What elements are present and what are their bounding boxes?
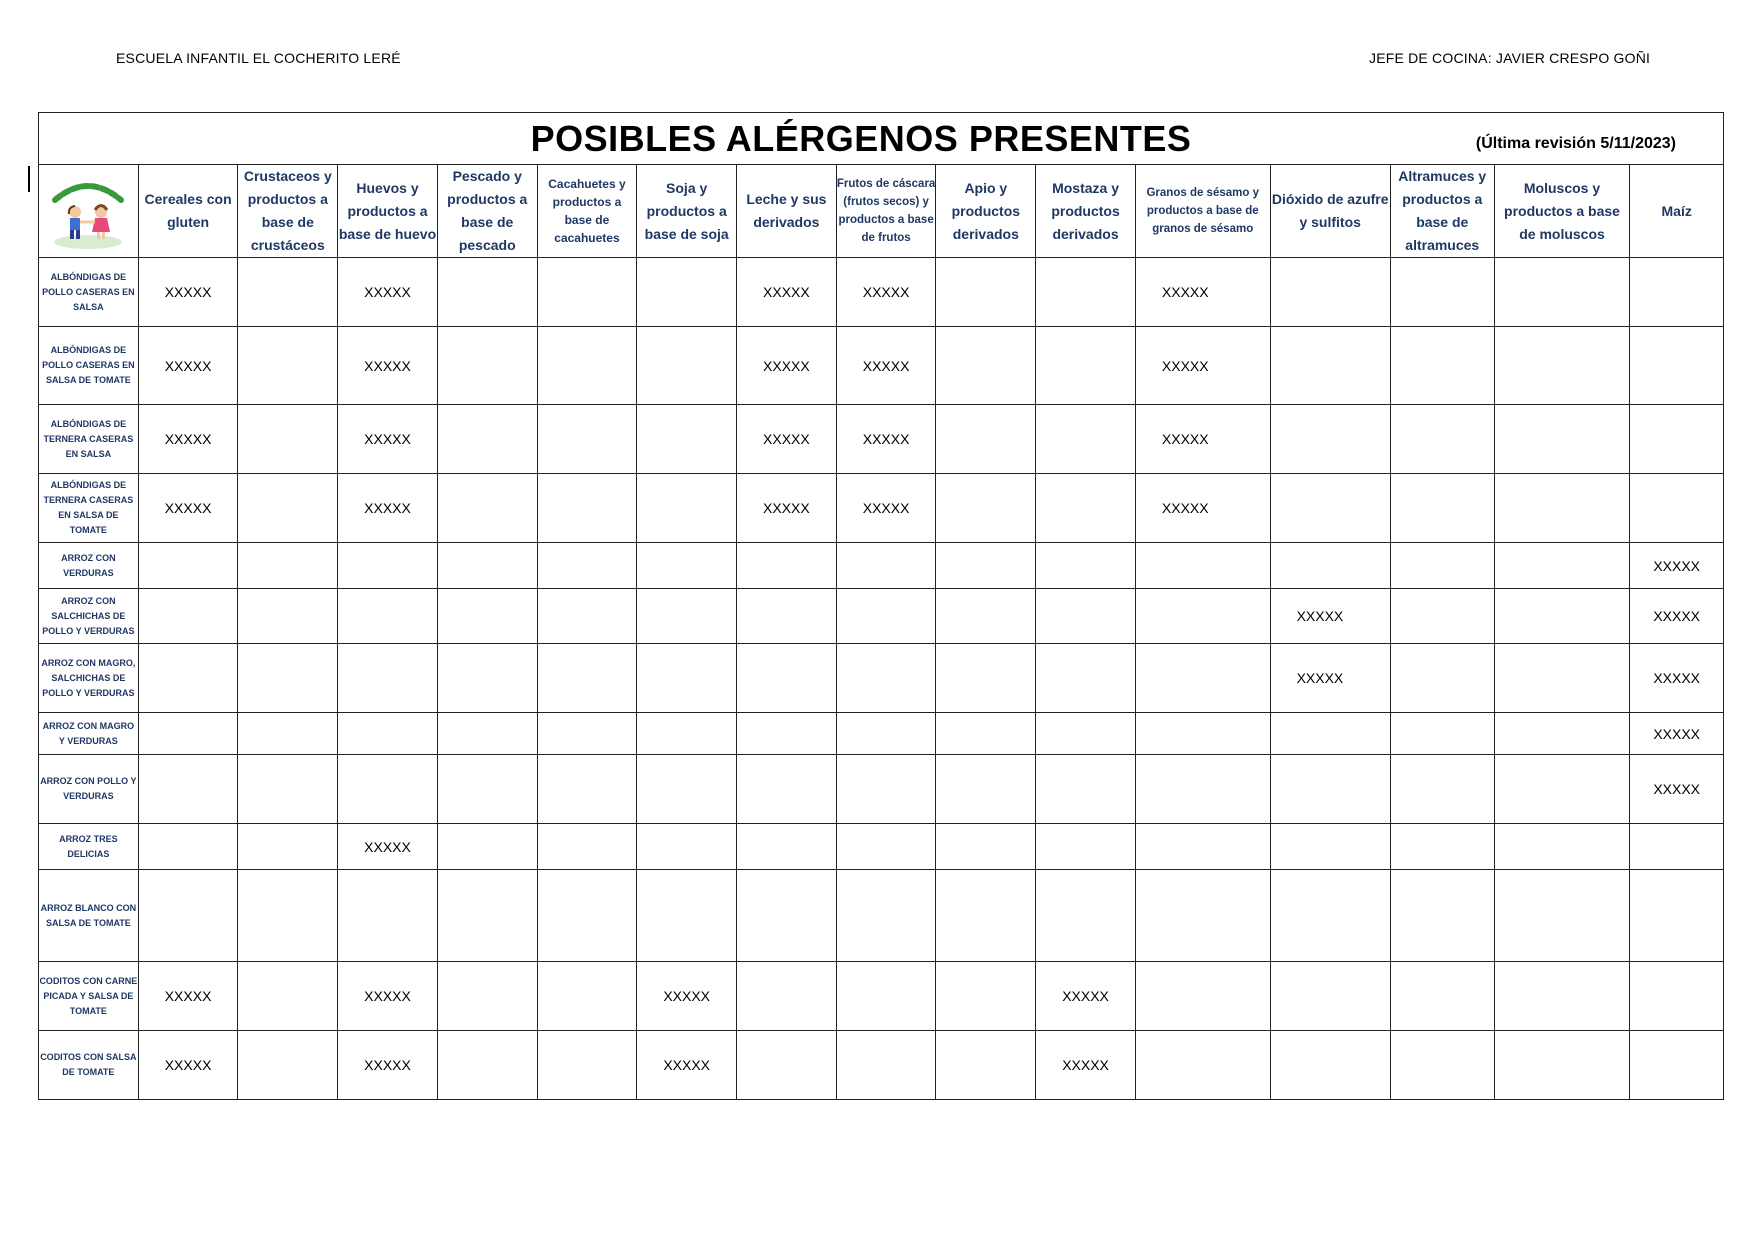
empty-cell: [138, 644, 238, 713]
empty-cell: [836, 589, 936, 644]
column-header: Apio y productos derivados: [936, 165, 1036, 258]
empty-cell: [537, 824, 637, 870]
empty-cell: [737, 713, 837, 755]
empty-cell: [1390, 405, 1494, 474]
empty-cell: [737, 1031, 837, 1100]
column-header-row: [39, 165, 1724, 258]
empty-cell: [1036, 824, 1136, 870]
empty-cell: [138, 543, 238, 589]
column-header: Cereales con gluten: [138, 165, 238, 258]
empty-cell: [437, 258, 537, 327]
dish-name: ALBÓNDIGAS DE TERNERA CASERAS EN SALSA DE TOMATE: [39, 474, 139, 543]
empty-cell: [637, 543, 737, 589]
empty-cell: [836, 1031, 936, 1100]
table-title: POSIBLES ALÉRGENOS PRESENTES: [530, 117, 1192, 159]
empty-cell: [936, 258, 1036, 327]
empty-cell: [1135, 755, 1270, 824]
empty-cell: [737, 962, 837, 1031]
column-header: Leche y sus derivados: [737, 165, 837, 258]
empty-cell: [437, 870, 537, 962]
empty-cell: [1494, 824, 1630, 870]
empty-cell: [836, 755, 936, 824]
dish-name: ARROZ BLANCO CON SALSA DE TOMATE: [39, 870, 139, 962]
empty-cell: [1036, 870, 1136, 962]
allergen-mark: XXXXX: [836, 327, 936, 405]
allergen-mark: XXXXX: [338, 1031, 438, 1100]
empty-cell: [1390, 589, 1494, 644]
empty-cell: [1630, 258, 1724, 327]
table-row: [39, 543, 1724, 589]
empty-cell: [238, 962, 338, 1031]
empty-cell: [338, 644, 438, 713]
allergen-mark: XXXXX: [1036, 1031, 1136, 1100]
empty-cell: [737, 543, 837, 589]
table-row: [39, 644, 1724, 713]
empty-cell: [1270, 755, 1390, 824]
empty-cell: [637, 405, 737, 474]
allergen-mark: XXXXX: [836, 405, 936, 474]
empty-cell: [537, 405, 637, 474]
allergen-mark: XXXXX: [338, 258, 438, 327]
allergen-mark: XXXXX: [138, 258, 238, 327]
allergen-mark: XXXXX: [338, 474, 438, 543]
table-row: [39, 327, 1724, 405]
empty-cell: [1390, 755, 1494, 824]
column-header: Maíz: [1630, 165, 1724, 258]
allergen-mark: XXXXX: [138, 1031, 238, 1100]
empty-cell: [1494, 962, 1630, 1031]
empty-cell: [338, 543, 438, 589]
empty-cell: [437, 543, 537, 589]
column-header: Granos de sésamo y productos a base de granos de sésamo: [1135, 165, 1270, 258]
empty-cell: [537, 589, 637, 644]
empty-cell: [1390, 474, 1494, 543]
logo-cell: [39, 165, 139, 258]
allergen-mark: XXXXX: [1630, 755, 1724, 824]
empty-cell: [338, 755, 438, 824]
empty-cell: [936, 644, 1036, 713]
empty-cell: [637, 824, 737, 870]
allergen-mark: XXXXX: [836, 258, 936, 327]
empty-cell: [936, 962, 1036, 1031]
text-cursor: [28, 166, 30, 192]
table-row: [39, 405, 1724, 474]
table-row: [39, 755, 1724, 824]
empty-cell: [737, 644, 837, 713]
empty-cell: [437, 327, 537, 405]
allergen-mark: XXXXX: [1135, 327, 1270, 405]
empty-cell: [1135, 713, 1270, 755]
allergen-mark: XXXXX: [338, 327, 438, 405]
empty-cell: [338, 870, 438, 962]
empty-cell: [836, 870, 936, 962]
allergen-mark: XXXXX: [1135, 405, 1270, 474]
empty-cell: [936, 713, 1036, 755]
empty-cell: [637, 755, 737, 824]
allergen-mark: XXXXX: [1270, 589, 1390, 644]
empty-cell: [1036, 755, 1136, 824]
dish-name: CODITOS CON CARNE PICADA Y SALSA DE TOMATE: [39, 962, 139, 1031]
empty-cell: [737, 755, 837, 824]
allergen-mark: XXXXX: [1630, 589, 1724, 644]
allergen-mark: XXXXX: [1135, 258, 1270, 327]
allergen-mark: XXXXX: [1630, 543, 1724, 589]
empty-cell: [1390, 713, 1494, 755]
empty-cell: [1135, 962, 1270, 1031]
empty-cell: [936, 474, 1036, 543]
empty-cell: [138, 755, 238, 824]
empty-cell: [1036, 713, 1136, 755]
empty-cell: [1135, 644, 1270, 713]
empty-cell: [1135, 543, 1270, 589]
column-header: Moluscos y productos a base de moluscos: [1494, 165, 1630, 258]
empty-cell: [936, 1031, 1036, 1100]
empty-cell: [537, 327, 637, 405]
empty-cell: [1630, 824, 1724, 870]
empty-cell: [537, 543, 637, 589]
empty-cell: [1270, 1031, 1390, 1100]
empty-cell: [238, 870, 338, 962]
empty-cell: [1630, 405, 1724, 474]
empty-cell: [238, 543, 338, 589]
allergen-mark: XXXXX: [138, 962, 238, 1031]
table-row: [39, 962, 1724, 1031]
empty-cell: [238, 824, 338, 870]
empty-cell: [836, 713, 936, 755]
empty-cell: [537, 474, 637, 543]
allergen-mark: XXXXX: [338, 824, 438, 870]
table-row: [39, 824, 1724, 870]
empty-cell: [936, 870, 1036, 962]
empty-cell: [1390, 824, 1494, 870]
empty-cell: [637, 644, 737, 713]
empty-cell: [1135, 824, 1270, 870]
empty-cell: [1390, 258, 1494, 327]
empty-cell: [238, 405, 338, 474]
column-header: Frutos de cáscara (frutos secos) y productos a base de frutos: [836, 165, 936, 258]
empty-cell: [238, 1031, 338, 1100]
empty-cell: [936, 755, 1036, 824]
column-header: Mostaza y productos derivados: [1036, 165, 1136, 258]
empty-cell: [338, 589, 438, 644]
empty-cell: [437, 589, 537, 644]
empty-cell: [836, 543, 936, 589]
empty-cell: [637, 870, 737, 962]
empty-cell: [1494, 1031, 1630, 1100]
allergen-mark: XXXXX: [1630, 713, 1724, 755]
empty-cell: [1494, 543, 1630, 589]
empty-cell: [637, 327, 737, 405]
empty-cell: [1630, 1031, 1724, 1100]
empty-cell: [1270, 870, 1390, 962]
empty-cell: [437, 405, 537, 474]
empty-cell: [537, 644, 637, 713]
allergen-mark: XXXXX: [1036, 962, 1136, 1031]
dish-name: ARROZ CON MAGRO, SALCHICHAS DE POLLO Y VERDURAS: [39, 644, 139, 713]
empty-cell: [437, 755, 537, 824]
empty-cell: [1494, 258, 1630, 327]
allergen-table: [38, 112, 1724, 1100]
empty-cell: [1135, 870, 1270, 962]
empty-cell: [1135, 1031, 1270, 1100]
empty-cell: [437, 962, 537, 1031]
empty-cell: [238, 589, 338, 644]
empty-cell: [936, 589, 1036, 644]
allergen-mark: XXXXX: [737, 258, 837, 327]
empty-cell: [637, 589, 737, 644]
empty-cell: [1390, 327, 1494, 405]
empty-cell: [1036, 327, 1136, 405]
empty-cell: [138, 589, 238, 644]
empty-cell: [437, 474, 537, 543]
dish-name: ARROZ CON POLLO Y VERDURAS: [39, 755, 139, 824]
empty-cell: [537, 258, 637, 327]
allergen-mark: XXXXX: [737, 474, 837, 543]
revision-date: (Última revisión 5/11/2023): [1475, 135, 1676, 152]
column-header: Pescado y productos a base de pescado: [437, 165, 537, 258]
allergen-mark: XXXXX: [637, 962, 737, 1031]
empty-cell: [537, 755, 637, 824]
allergen-mark: XXXXX: [836, 474, 936, 543]
dish-name: ARROZ CON VERDURAS: [39, 543, 139, 589]
empty-cell: [1494, 713, 1630, 755]
dish-name: ARROZ TRES DELICIAS: [39, 824, 139, 870]
table-row: [39, 589, 1724, 644]
allergen-mark: XXXXX: [737, 327, 837, 405]
empty-cell: [138, 870, 238, 962]
dish-name: ALBÓNDIGAS DE POLLO CASERAS EN SALSA: [39, 258, 139, 327]
empty-cell: [836, 962, 936, 1031]
empty-cell: [1036, 474, 1136, 543]
column-header: Huevos y productos a base de huevo: [338, 165, 438, 258]
empty-cell: [537, 713, 637, 755]
table-row: [39, 870, 1724, 962]
empty-cell: [1494, 405, 1630, 474]
empty-cell: [1270, 543, 1390, 589]
empty-cell: [1390, 962, 1494, 1031]
column-header: Dióxido de azufre y sulfitos: [1270, 165, 1390, 258]
empty-cell: [1036, 543, 1136, 589]
empty-cell: [238, 474, 338, 543]
table-row: [39, 474, 1724, 543]
dish-name: ALBÓNDIGAS DE POLLO CASERAS EN SALSA DE TOMATE: [39, 327, 139, 405]
empty-cell: [138, 824, 238, 870]
allergen-mark: XXXXX: [138, 327, 238, 405]
dish-name: CODITOS CON SALSA DE TOMATE: [39, 1031, 139, 1100]
dish-name: ALBÓNDIGAS DE TERNERA CASERAS EN SALSA: [39, 405, 139, 474]
empty-cell: [238, 755, 338, 824]
dish-name: ARROZ CON MAGRO Y VERDURAS: [39, 713, 139, 755]
empty-cell: [238, 713, 338, 755]
title-cell: [39, 113, 1724, 165]
empty-cell: [936, 327, 1036, 405]
empty-cell: [1270, 327, 1390, 405]
table-row: [39, 1031, 1724, 1100]
chef-name: JEFE DE COCINA: JAVIER CRESPO GOÑI: [1369, 50, 1651, 66]
allergen-mark: XXXXX: [338, 962, 438, 1031]
empty-cell: [1036, 589, 1136, 644]
table-row: [39, 258, 1724, 327]
column-header: Altramuces y productos a base de altramuces: [1390, 165, 1494, 258]
empty-cell: [1630, 327, 1724, 405]
empty-cell: [1390, 1031, 1494, 1100]
column-header: Cacahuetes y productos a base de cacahuetes: [537, 165, 637, 258]
empty-cell: [338, 713, 438, 755]
empty-cell: [737, 824, 837, 870]
empty-cell: [1390, 543, 1494, 589]
school-name: ESCUELA INFANTIL EL COCHERITO LERÉ: [116, 50, 401, 66]
empty-cell: [637, 258, 737, 327]
empty-cell: [437, 713, 537, 755]
empty-cell: [1494, 644, 1630, 713]
empty-cell: [936, 405, 1036, 474]
allergen-mark: XXXXX: [1270, 644, 1390, 713]
empty-cell: [437, 1031, 537, 1100]
empty-cell: [1390, 870, 1494, 962]
empty-cell: [1270, 824, 1390, 870]
empty-cell: [637, 474, 737, 543]
empty-cell: [737, 870, 837, 962]
dish-name: ARROZ CON SALCHICHAS DE POLLO Y VERDURAS: [39, 589, 139, 644]
empty-cell: [1036, 644, 1136, 713]
empty-cell: [637, 713, 737, 755]
empty-cell: [1630, 870, 1724, 962]
allergen-mark: XXXXX: [637, 1031, 737, 1100]
empty-cell: [138, 713, 238, 755]
allergen-mark: XXXXX: [737, 405, 837, 474]
allergen-mark: XXXXX: [1630, 644, 1724, 713]
allergen-mark: XXXXX: [138, 474, 238, 543]
table-row: [39, 713, 1724, 755]
empty-cell: [1494, 870, 1630, 962]
empty-cell: [1036, 405, 1136, 474]
empty-cell: [1494, 327, 1630, 405]
empty-cell: [238, 258, 338, 327]
empty-cell: [238, 644, 338, 713]
empty-cell: [936, 824, 1036, 870]
empty-cell: [1630, 962, 1724, 1031]
empty-cell: [1494, 474, 1630, 543]
empty-cell: [537, 962, 637, 1031]
empty-cell: [537, 1031, 637, 1100]
allergen-mark: XXXXX: [1135, 474, 1270, 543]
school-logo: [45, 166, 131, 252]
empty-cell: [1390, 644, 1494, 713]
column-header: Crustaceos y productos a base de crustáceos: [238, 165, 338, 258]
empty-cell: [1494, 589, 1630, 644]
empty-cell: [1494, 755, 1630, 824]
allergen-mark: XXXXX: [338, 405, 438, 474]
empty-cell: [437, 644, 537, 713]
empty-cell: [1270, 405, 1390, 474]
empty-cell: [1036, 258, 1136, 327]
column-header: Soja y productos a base de soja: [637, 165, 737, 258]
empty-cell: [1270, 258, 1390, 327]
allergen-mark: XXXXX: [138, 405, 238, 474]
empty-cell: [1135, 589, 1270, 644]
empty-cell: [737, 589, 837, 644]
empty-cell: [1270, 713, 1390, 755]
empty-cell: [537, 870, 637, 962]
empty-cell: [1270, 962, 1390, 1031]
empty-cell: [1630, 474, 1724, 543]
empty-cell: [836, 644, 936, 713]
empty-cell: [836, 824, 936, 870]
empty-cell: [936, 543, 1036, 589]
empty-cell: [238, 327, 338, 405]
empty-cell: [1270, 474, 1390, 543]
empty-cell: [437, 824, 537, 870]
